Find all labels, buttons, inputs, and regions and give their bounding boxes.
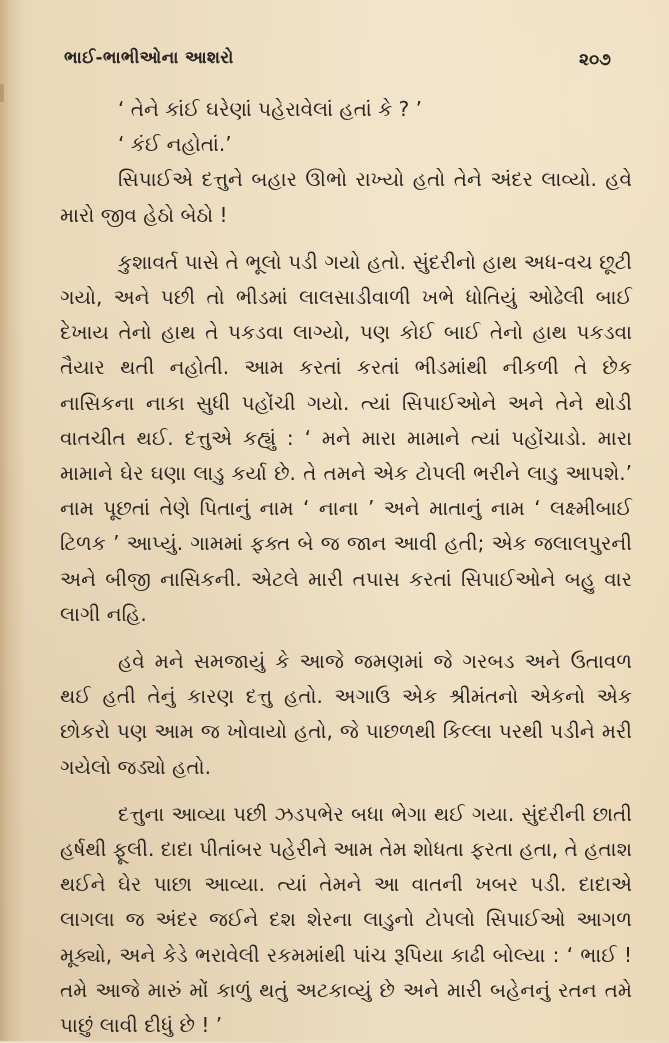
running-title: ભાઈ-ભાભીઓના આશરો — [64, 48, 234, 68]
paragraph: કુશાવર્ત પાસે તે ભૂલો પડી ગયો હતો. સુંદરીનો હાથ અધ-વચ છૂટી ગયો, અને પછી તો ભીડમાં લાલસાડીવાળી ખભે ધોતિયું ઓઢેલી બાઈ દેખાય તેનો હાથ તે પકડવા લાગ્યો, પણ કોઈ બાઈ તેનો હાથ પકડવા તૈયાર થતી નહોતી. આમ કરતાં કરતાં ભીડમાંથી નીકળી તે છેક નાસિકના નાકા સુધી પહોંચી ગયો. ત્યાં સિપાઈઓને અને તેને થોડી વાતચીત થઈ. દત્તુએ કહ્યું : ‘ મને મારા મામાને ત્યાં પહોંચાડો. મારા મામાને ઘેર ઘણા લાડુ કર્યા છે. તે તમને એક ટોપલી ભરીને લાડુ આપશે.’ નામ પૂછતાં તેણે પિતાનું નામ ‘ નાના ’ અને માતાનું નામ ‘ લક્ષ્મીબાઈ ટિળક ’ આપ્યું. ગામમાં ફક્ત બે જ જાન આવી હતી; એક જલાલપુરની અને બીજી નાસિકની. એટલે મારી તપાસ કરતાં સિપાઈઓને બહુ વાર લાગી નહિ. — [60, 249, 632, 626]
page-number: ૨૦૭ — [578, 50, 611, 70]
dialogue-line: ‘ કંઈ નહોતાં.’ — [118, 132, 232, 157]
paragraph: હવે મને સમજાયું કે આજે જમણમાં જે ગરબડ અને ઉતાવળ થઈ હતી તેનું કારણ દત્તુ હતો. અગાઉ એક શ્રીમંતનો એકનો એક છોકરો પણ આમ જ ખોવાયો હતો, જે પાછળથી કિલ્લા પરથી પડીને મરી ગયેલો જડ્યો હતો. — [60, 649, 632, 779]
paragraph: દત્તુના આવ્યા પછી ઝડપભેર બધા ભેગા થઈ ગયા. સુંદરીની છાતી હર્ષથી ફૂલી. દાદા પીતાંબર પહેરીને આમ તેમ શોધતા ફરતા હતા, તે હતાશ થઈને ઘેર પાછા આવ્યા. ત્યાં તેમને આ વાતની ખબર પડી. દાદાએ લાગલા જ અંદર જઈને દશ શેરના લાડુનો ટોપલો સિપાઈઓ આગળ મૂક્યો, અને કેડે ભરાવેલી રકમમાંથી પાંચ રૂપિયા કાઢી બોલ્યા : ‘ ભાઈ ! તમે આજે મારું મોં કાળું થતું અટકાવ્યું છે અને મારી બહેનનું રતન તમે પાછું લાવી દીધું છે ! ’ — [60, 801, 632, 1038]
dialogue-line: ‘ તેને કાંઈ ઘરેણાં પહેરાવેલાં હતાં કે ? ’ — [118, 97, 422, 121]
page-body — [60, 92, 632, 1043]
paragraph: સિપાઈએ દત્તુને બહાર ઊભો રાખ્યો હતો તેને અંદર લાવ્યો. હવે મારો જીવ હેઠો બેઠો ! — [60, 167, 632, 227]
binding-shadow — [0, 84, 4, 102]
